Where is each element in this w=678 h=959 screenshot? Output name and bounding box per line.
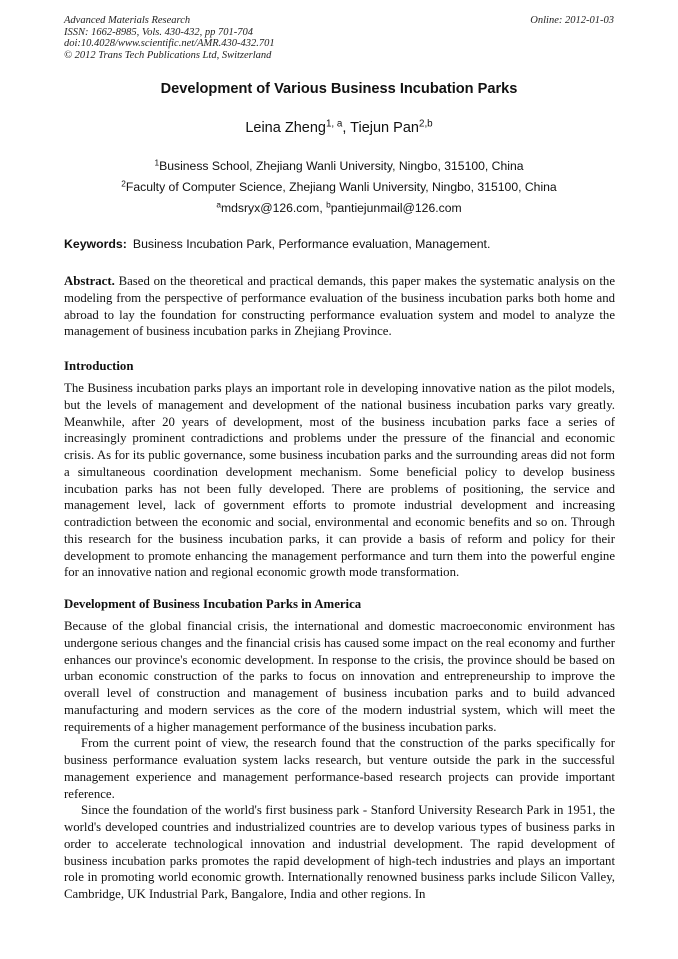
affiliation-2	[0, 180, 678, 194]
introduction-paragraph: The Business incubation parks plays an important role in developing innovative nation as the pilot models, but the levels of management and development of the national business incubation parks vary greatly. Meanwhile, after 20 years of development, most of the business incubation parks face a series of increasingly prominent contradictions and problems under the pressure of the financial and economic crisis. As for its public governance, some business incubation parks and the surrounding areas did not form a simultaneous coordination development mechanism. Some beneficial policy to develop business incubation parks has not been fully developed. There are problems of positioning, the service and management level, lack of government efforts to promote industrial development and increasing contradiction between the economic and social, environmental and economic benefits and so on. Through this research for the business incubation parks, it can provide a basis of reform and policy for their development to promote enhancing the management performance and turn them into the powerful engine for an innovative nation and regional economic growth mode transformation.	[64, 381, 615, 580]
copyright-line: © 2012 Trans Tech Publications Ltd, Switzerland	[64, 49, 272, 61]
keywords-label: Keywords:	[64, 237, 127, 251]
america-paragraph-2: From the current point of view, the research found that the construction of the parks specifically for business performance evaluation system lacks research, but venture outside the park in the successful management experience and management performance-based research projects can provide important reference.	[64, 736, 615, 801]
section-heading-introduction: Introduction	[64, 359, 134, 373]
author-1-sup: 1, a	[325, 118, 343, 130]
online-date: Online: 2012-01-03	[530, 15, 614, 26]
email-line	[0, 201, 678, 215]
author-2-sup: 2,b	[418, 118, 433, 130]
abstract-label: Abstract.	[64, 274, 115, 288]
email-b: pantiejunmail@126.com	[330, 201, 462, 215]
issn-line: ISSN: 1662-8985, Vols. 430-432, pp 701-704	[64, 26, 253, 38]
author-line	[0, 120, 678, 136]
author-2: Tiejun Pan	[350, 120, 419, 136]
america-body	[64, 618, 615, 903]
abstract-text: Based on the theoretical and practical demands, this paper makes the systematic analysis on the modeling from the perspective of performance evaluation of the business incubation parks both home and abroad to lay the foundation for constructing performance evaluation system and model to analyze the management of business incubation parks in Zhejiang Province.	[64, 274, 615, 339]
affiliation-2-sup: 2	[121, 178, 126, 189]
affiliation-1-text: Business School, Zhejiang Wanli University, Ningbo, 315100, China	[159, 159, 524, 173]
paper-title: Development of Various Business Incubation Parks	[160, 81, 518, 97]
doi-line: doi:10.4028/www.scientific.net/AMR.430-432.701	[64, 38, 275, 50]
email-a-sup: a	[216, 199, 221, 210]
author-1: Leina Zheng	[245, 120, 326, 136]
keywords-text: Business Incubation Park, Performance evaluation, Management.	[132, 237, 491, 251]
introduction-body	[64, 380, 615, 581]
journal-header	[64, 15, 275, 61]
keywords	[64, 237, 616, 251]
america-paragraph-1: Because of the global financial crisis, the international and domestic macroeconomic environment has undergone serious changes and the financial crisis has caused some impact on the real economy and further enhances our province's economic development. In response to the crisis, the province should be based on urban economic construction of the parks to focus on innovation and entrepreneurship to improve the overall level of construction and management of business incubation parks and to build advanced manufacturing and modern services as the core of the modern industrial system, which will meet the requirements of a higher management performance of the business incubation parks.	[64, 619, 615, 734]
email-b-sup: b	[326, 199, 331, 210]
affiliation-1	[0, 159, 678, 173]
journal-name: Advanced Materials Research	[64, 15, 191, 26]
america-paragraph-3: Since the foundation of the world's first business park - Stanford University Research Park in 1951, the world's developed countries and industrialized countries are to develop various types of business parks in order to accelerate technological innovation and industrial development. The rapid development of business incubation parks promotes the rapid development of high-tech industries and plays an important role in promoting world economic growth. Internationally renowned business parks include Silicon Valley, Cambridge, UK Industrial Park, Bangalore, India and other regions. In	[64, 803, 615, 901]
email-a: mdsryx@126.com,	[220, 201, 327, 215]
abstract	[64, 273, 615, 340]
affiliation-2-text: Faculty of Computer Science, Zhejiang Wanli University, Ningbo, 315100, China	[125, 180, 557, 194]
section-heading-america: Development of Business Incubation Parks in America	[64, 597, 362, 611]
affiliation-1-sup: 1	[154, 157, 160, 168]
author-separator: ,	[342, 120, 351, 136]
